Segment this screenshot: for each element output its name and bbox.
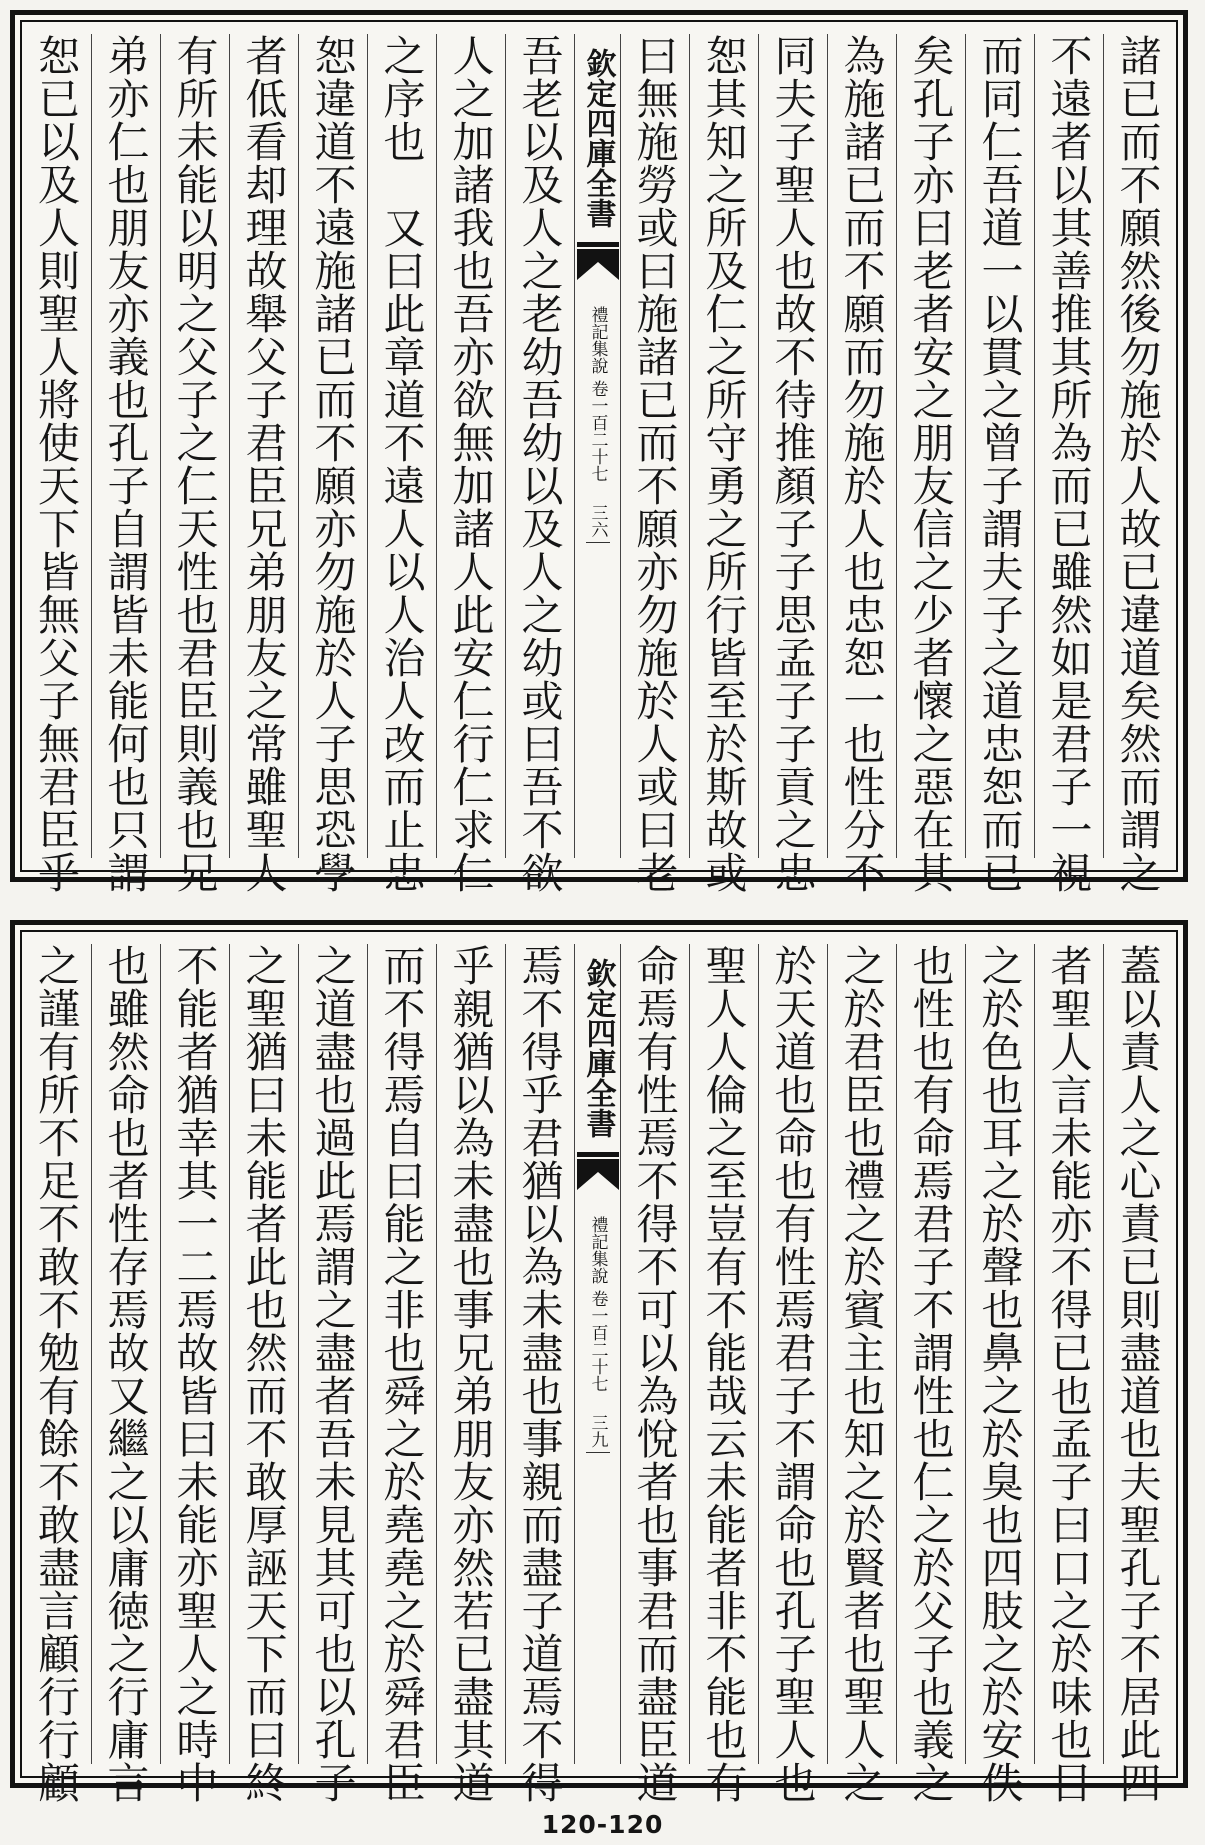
- text-column: 命焉有性焉不得不可以為悅者也事君而盡臣道: [620, 944, 689, 1764]
- text-column: 之於君臣也禮之於賓主也知之於賢者也聖人之: [827, 944, 896, 1764]
- footer-page-number: 120-120: [541, 1810, 664, 1839]
- text-column: 不遠者以其善推其所為而已雖然如是君子一視: [1034, 34, 1103, 858]
- text-column: 之謹有所不足不敢不勉有餘不敢盡言顧行行顧: [32, 944, 81, 1804]
- gutter-rule: [586, 1452, 610, 1453]
- text-column: 乎親猶以為未盡也事兄弟朋友亦然若已盡其道: [436, 944, 505, 1764]
- gutter-volume: 卷一百二十七: [587, 1290, 608, 1392]
- text-column: 同夫子聖人也故不待推顏子子思孟子子貢之忠: [758, 34, 827, 858]
- text-column: 也雖然命也者性存焉故又繼之以庸徳之行庸言: [91, 944, 160, 1764]
- fish-tail-mark-icon: [577, 1152, 619, 1190]
- text-column: 於天道也命也有性焉君子不謂命也孔子聖人也: [758, 944, 827, 1764]
- center-gutter: [574, 944, 620, 1764]
- gutter-book-name: 禮記集說: [587, 1216, 608, 1284]
- gutter-title: 欽定四庫全書: [580, 958, 616, 1138]
- gutter-page-number: 三九: [587, 1414, 608, 1448]
- gutter-volume: 卷一百二十七: [587, 380, 608, 482]
- text-column: 曰無施勞或曰施諸已而不願亦勿施於人或曰老: [620, 34, 689, 858]
- text-column: 之序也 又曰此章道不遠人以人治人改而止忠: [367, 34, 436, 858]
- gutter-page-number: 三六: [587, 504, 608, 538]
- gutter-rule: [586, 542, 610, 543]
- text-column: 蓋以責人之心責已則盡道也夫聖孔子不居此四: [1103, 944, 1172, 1764]
- center-gutter: [574, 34, 620, 858]
- text-column: 者低看却理故舉父子君臣兄弟朋友之常雖聖人: [229, 34, 298, 858]
- text-column: 為施諸已而不願而勿施於人也忠恕一也性分不: [827, 34, 896, 858]
- text-column: 而不得焉自曰能之非也舜之於堯堯之於舜君臣: [367, 944, 436, 1764]
- lower-page: [10, 920, 1188, 1804]
- gutter-title: 欽定四庫全書: [580, 48, 616, 228]
- upper-page: [10, 10, 1188, 894]
- text-column: 恕已以及人則聖人將使天下皆無父子無君臣乎: [32, 34, 81, 894]
- text-column: 之聖猶曰未能者此也然而不敢厚誣天下而曰終: [229, 944, 298, 1764]
- text-column: 諸已而不願然後勿施於人故已違道矣然而謂之: [1103, 34, 1172, 858]
- text-column: 聖人人倫之至豈有不能哉云未能者非不能也有: [689, 944, 758, 1764]
- text-column: 人之加諸我也吾亦欲無加諸人此安仁行仁求仁: [436, 34, 505, 858]
- text-column: 也性也有命焉君子不謂性也仁之於父子也義之: [896, 944, 965, 1764]
- text-column: 之道盡也過此焉謂之盡者吾未見其可也以孔子: [298, 944, 367, 1764]
- text-column: 恕其知之所及仁之所守勇之所行皆至於斯故或: [689, 34, 758, 858]
- text-column: 者聖人言未能亦不得已也孟子曰口之於味也目: [1034, 944, 1103, 1764]
- text-column: 焉不得乎君猶以為未盡也事親而盡子道焉不得: [505, 944, 574, 1764]
- fish-tail-mark-icon: [577, 242, 619, 280]
- text-column: 矣孔子亦曰老者安之朋友信之少者懷之惡在其: [896, 34, 965, 858]
- upper-page-frame: [20, 20, 1178, 894]
- text-column: 不能者猶幸其一二焉故皆曰未能亦聖人之時中: [160, 944, 229, 1764]
- text-column: 有所未能以明之父子之仁天性也君臣則義也兄: [160, 34, 229, 858]
- lower-page-frame: [20, 930, 1178, 1804]
- gutter-book-name: 禮記集說: [587, 306, 608, 374]
- text-column: 而同仁吾道一以貫之曾子謂夫子之道忠恕而已: [965, 34, 1034, 858]
- text-column: 吾老以及人之老幼吾幼以及人之幼或曰吾不欲: [505, 34, 574, 858]
- text-column: 之於色也耳之於聲也鼻之於臭也四肢之於安佚: [965, 944, 1034, 1764]
- text-column: 恕違道不遠施諸已而不願亦勿施於人子思恐學: [298, 34, 367, 858]
- text-column: 弟亦仁也朋友亦義也孔子自謂皆未能何也只謂: [91, 34, 160, 858]
